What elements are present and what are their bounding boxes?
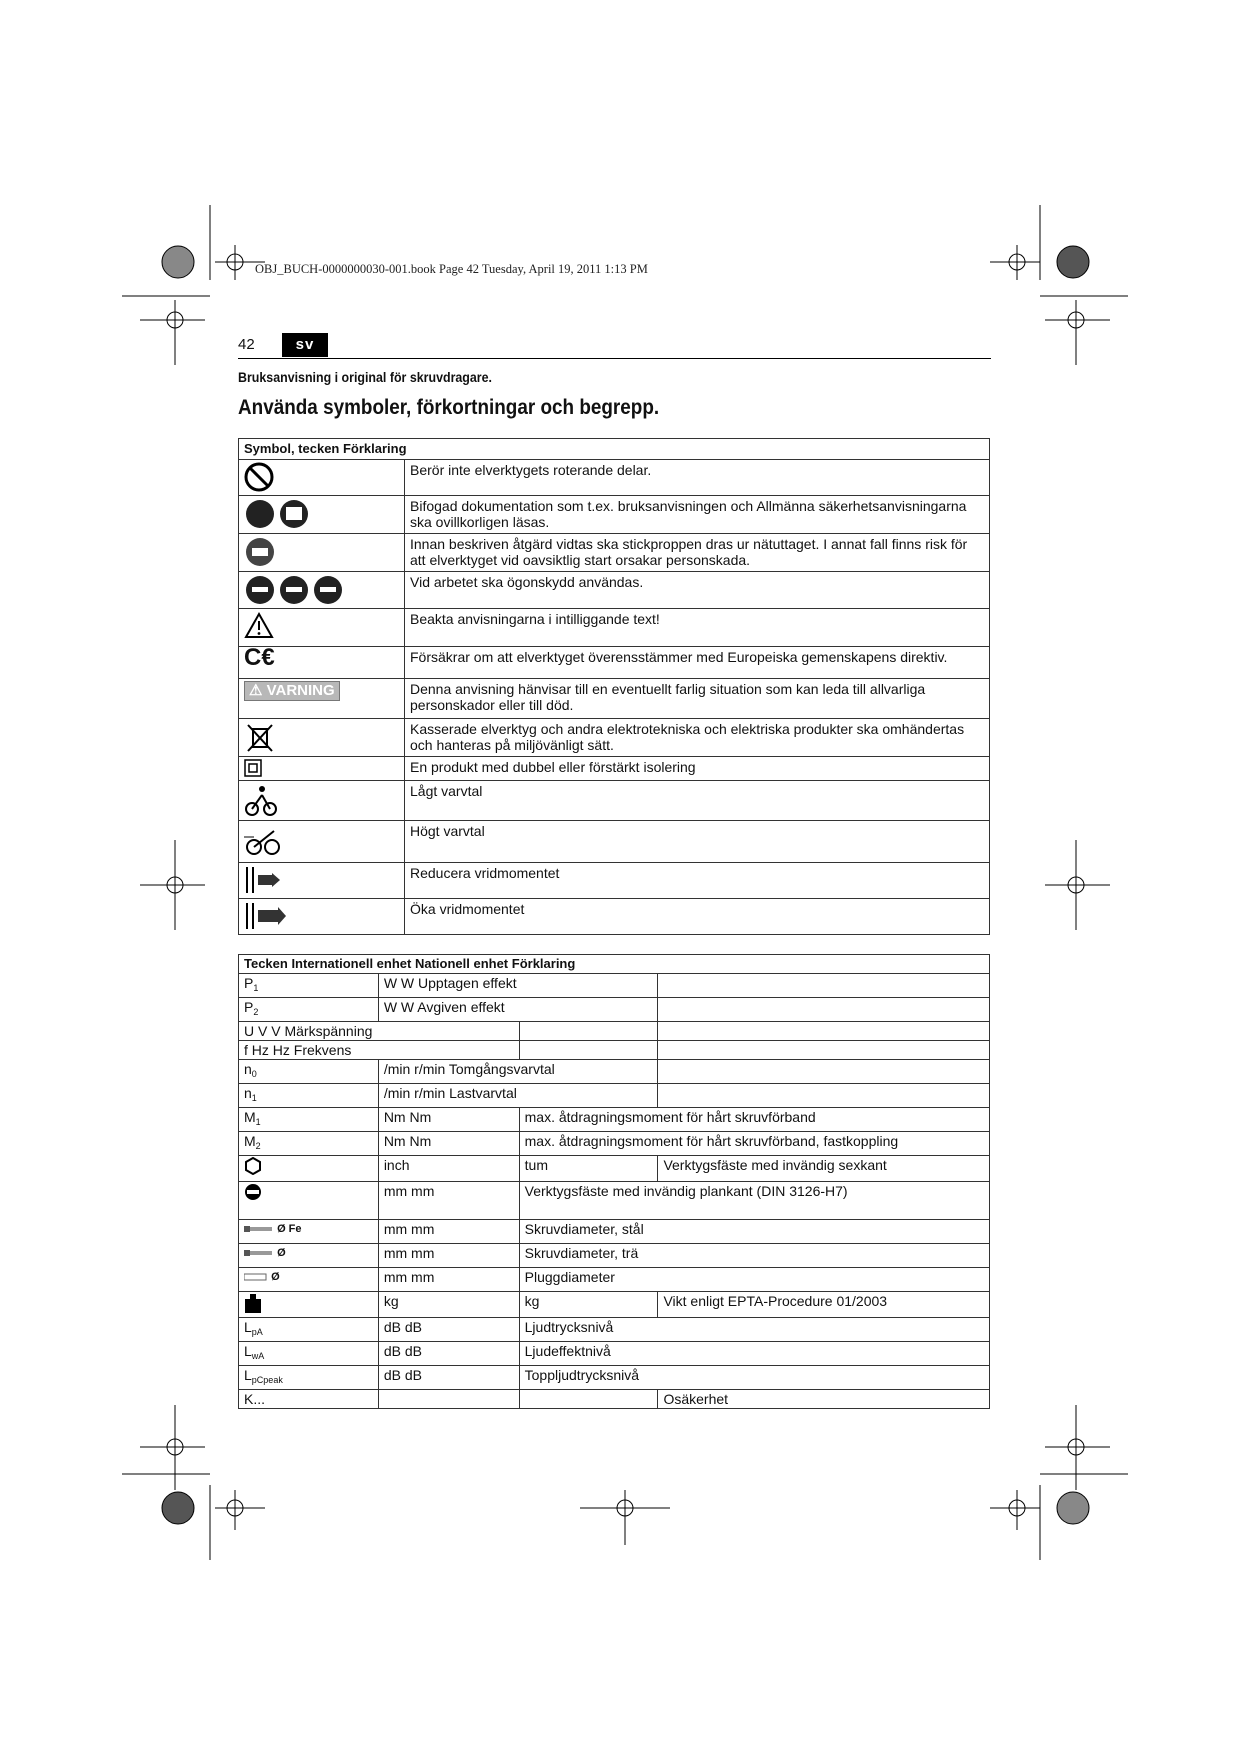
varning-label-icon: ⚠ VARNING <box>244 681 340 701</box>
symbol-description: Vid arbetet ska ögonskydd användas. <box>405 572 990 609</box>
unit-symbol: $n_0$ <box>239 1060 379 1084</box>
unit-value: mm mm <box>378 1182 519 1220</box>
unit-symbol: $n_1$ <box>239 1084 379 1108</box>
symbol-cell <box>239 899 405 935</box>
symbol-cell <box>239 821 405 863</box>
symbol-cell <box>239 572 405 609</box>
symbol-description: Försäkrar om att elverktyget överensstämmer med Europeiska gemenskapens direktiv. <box>405 647 990 679</box>
unit-value: inch <box>378 1156 519 1182</box>
symbol-description: Reducera vridmomentet <box>405 863 990 899</box>
symbol-cell <box>239 757 405 781</box>
unit-description: Toppljudtrycksnivå <box>519 1366 989 1390</box>
dowel-icon <box>244 1272 268 1282</box>
symbols-table <box>238 438 990 935</box>
unit-symbol: $L_{pCpeak}$ <box>239 1366 379 1390</box>
unit-symbol <box>239 1268 379 1292</box>
screw-steel-icon <box>244 1224 274 1234</box>
subtitle: Bruksanvisning i original för skruvdragare. <box>238 370 492 385</box>
unit-national: kg <box>519 1292 658 1318</box>
symbol-cell <box>239 644 405 679</box>
symbol-description: Innan beskriven åtgärd vidtas ska stickproppen dras ur nätuttaget. I annat fall finns risk för att elverktyget vid oavsiktlig start orsakar personskada. <box>405 534 990 572</box>
page-number: 42 <box>238 336 255 353</box>
unit-symbol: $L_{pA}$ <box>239 1318 379 1342</box>
symbol-description: Kasserade elverktyg och andra elektrotekniska och elektriska produkter ska omhändertas och hanteras på miljövänligt sätt. <box>405 719 990 757</box>
language-badge: sv <box>282 333 328 357</box>
unit-symbol: $P_2$ <box>239 998 379 1022</box>
unit-value: dB dB <box>378 1366 519 1390</box>
symbol-description: Beakta anvisningarna i intilliggande text! <box>405 609 990 647</box>
increase-torque-icon <box>244 901 288 931</box>
screw-steel-label: Ø Fe <box>277 1223 302 1235</box>
symbol-description: Berör inte elverktygets roterande delar. <box>405 460 990 496</box>
unit-description: Skruvdiameter, trä <box>519 1244 989 1268</box>
symbol-description: Öka vridmomentet <box>405 899 990 935</box>
low-speed-icon <box>244 783 278 817</box>
unit-symbol: K... <box>239 1390 379 1409</box>
unit-value: /min r/min Lastvarvtal <box>378 1084 658 1108</box>
read-documentation-icon <box>244 498 314 530</box>
symbol-description: Högt varvtal <box>405 821 990 863</box>
symbol-cell <box>239 863 405 899</box>
unit-symbol: $P_1$ <box>239 974 379 998</box>
unit-description: Skruvdiameter, stål <box>519 1220 989 1244</box>
unit-description: Osäkerhet <box>658 1390 990 1409</box>
unit-value: W W Upptagen effekt <box>378 974 658 998</box>
symbol-description: Denna anvisning hänvisar till en eventuellt farlig situation som kan leda till allvarliga personskador eller till död. <box>405 679 990 719</box>
symbol-cell <box>239 496 405 534</box>
unit-description: Ljudtrycksnivå <box>519 1318 989 1342</box>
eye-protection-icon <box>244 574 344 606</box>
screw-wood-icon <box>244 1248 274 1258</box>
unit-symbol <box>239 1292 379 1318</box>
unit-value: mm mm <box>378 1244 519 1268</box>
screw-wood-label: Ø <box>277 1247 286 1259</box>
unit-description: max. åtdragningsmoment för hårt skruvförband, fastkoppling <box>519 1132 989 1156</box>
header-rule <box>238 358 991 359</box>
hex-socket-icon <box>244 1157 262 1175</box>
unit-symbol <box>239 1182 379 1220</box>
unit-description: Vikt enligt EPTA-Procedure 01/2003 <box>658 1292 990 1318</box>
file-info: OBJ_BUCH-0000000030-001.book Page 42 Tuesday, April 19, 2011 1:13 PM <box>255 262 648 276</box>
symbols-table-header: Symbol, tecken Förklaring <box>239 439 990 460</box>
symbol-description: En produkt med dubbel eller förstärkt isolering <box>405 757 990 781</box>
weight-icon <box>244 1293 262 1313</box>
reduce-torque-icon <box>244 865 282 895</box>
unit-value: mm mm <box>378 1220 519 1244</box>
dowel-label: Ø <box>271 1271 280 1283</box>
unit-value: mm mm <box>378 1268 519 1292</box>
unit-description: Pluggdiameter <box>519 1268 989 1292</box>
page-title: Använda symboler, förkortningar och begrepp. <box>238 396 660 419</box>
symbol-cell <box>239 781 405 821</box>
symbol-cell <box>239 719 405 757</box>
unit-description: Verktygsfäste med invändig plankant (DIN 3126-H7) <box>519 1182 989 1220</box>
high-speed-icon <box>244 823 282 857</box>
weee-bin-icon <box>244 721 276 753</box>
symbol-cell <box>239 460 405 496</box>
unit-symbol <box>239 1244 379 1268</box>
unit-symbol: $M_2$ <box>239 1132 379 1156</box>
unit-symbol: $M_1$ <box>239 1108 379 1132</box>
varning-label-text: VARNING <box>266 682 335 699</box>
unit-description: Verktygsfäste med invändig sexkant <box>658 1156 990 1182</box>
unit-value: W W Avgiven effekt <box>378 998 658 1022</box>
unit-value: dB dB <box>378 1342 519 1366</box>
flat-socket-icon <box>244 1183 262 1201</box>
unit-symbol <box>239 1156 379 1182</box>
units-table-header: Tecken Internationell enhet Nationell enhet Förklaring <box>239 955 990 974</box>
unit-value: Nm Nm <box>378 1108 519 1132</box>
symbol-description: Lågt varvtal <box>405 781 990 821</box>
unit-description: Ljudeffektnivå <box>519 1342 989 1366</box>
unit-value: /min r/min Tomgångsvarvtal <box>378 1060 658 1084</box>
unit-symbol: f Hz Hz Frekvens <box>239 1041 520 1060</box>
unit-value: Nm Nm <box>378 1132 519 1156</box>
unit-symbol <box>239 1220 379 1244</box>
symbol-cell <box>239 679 405 719</box>
unit-description: max. åtdragningsmoment för hårt skruvförband <box>519 1108 989 1132</box>
unit-value: kg <box>378 1292 519 1318</box>
unit-value: dB dB <box>378 1318 519 1342</box>
unit-national: tum <box>519 1156 658 1182</box>
symbol-cell <box>239 534 405 572</box>
ce-mark-icon: C€ <box>244 644 275 672</box>
unit-symbol: U V V Märkspänning <box>239 1022 520 1041</box>
symbol-cell <box>239 609 405 647</box>
symbol-description: Bifogad dokumentation som t.ex. bruksanvisningen och Allmänna säkerhetsanvisningarna ska ovillkorligen läsas. <box>405 496 990 534</box>
unplug-icon <box>244 536 276 568</box>
double-insulation-icon <box>244 759 262 777</box>
warning-triangle-icon <box>244 611 274 639</box>
units-table <box>238 954 990 1409</box>
unit-symbol: $L_{wA}$ <box>239 1342 379 1366</box>
no-touch-rotating-icon <box>244 462 274 492</box>
